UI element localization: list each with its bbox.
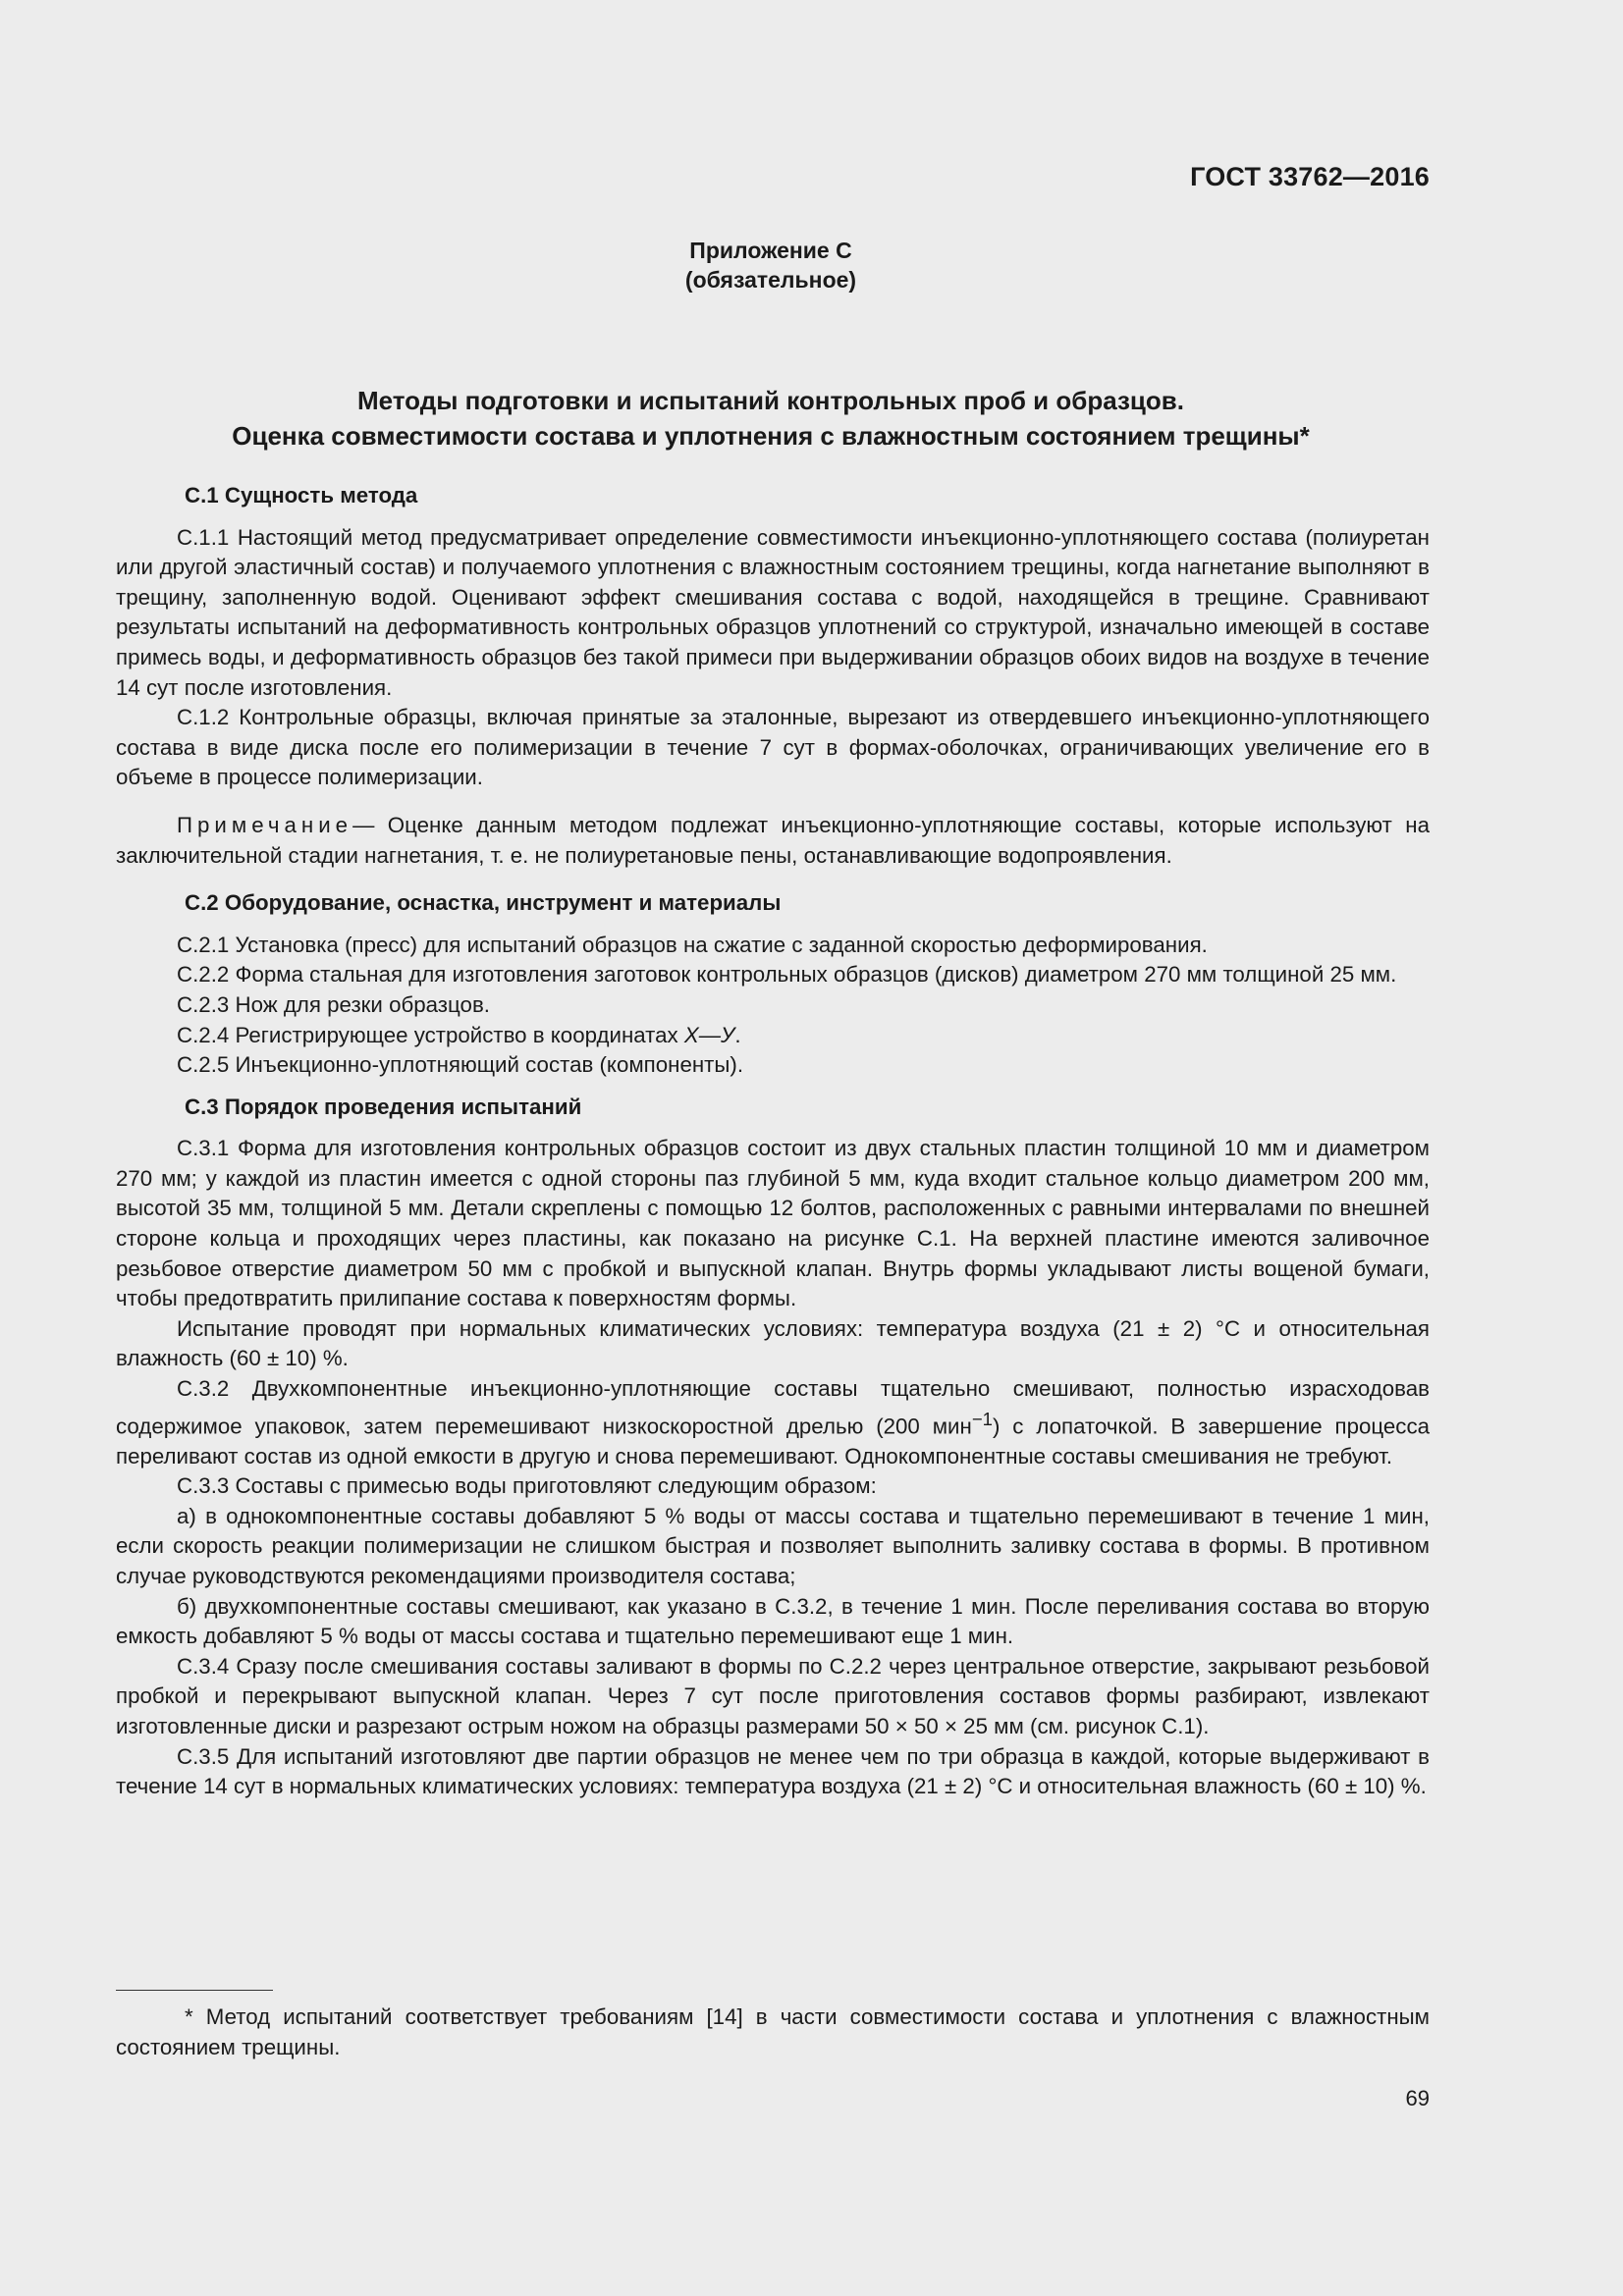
footnote-text: * Метод испытаний соответствует требованиям [14] в части совместимости состава и уплотнения с влажностным состоянием трещины. <box>116 2004 1430 2059</box>
standard-code: ГОСТ 33762—2016 <box>1190 162 1430 191</box>
paragraph-c3-5: С.3.5 Для испытаний изготовляют две партии образцов не менее чем по три образца в каждой, которые выдерживают в течение 14 сут в нормальных климатических условиях: температура воздуха (21 ± 2) °С и относительная влажность (60 ± 10) %. <box>116 1743 1430 1799</box>
appendix-label: Приложение С <box>689 238 852 263</box>
section-heading-c3: С.3 Порядок проведения испытаний <box>185 1094 582 1119</box>
list-item-b: б) двухкомпонентные составы смешивают, как указано в С.3.2, в течение 1 мин. После переливания состава во вторую емкость добавляют 5 % воды от массы состава и тщательно перемешивают еще 1 мин. <box>116 1593 1430 1649</box>
paragraph-c2-2: С.2.2 Форма стальная для изготовления заготовок контрольных образцов (дисков) диаметром 270 мм толщиной 25 мм. <box>177 962 1397 988</box>
appendix-status: (обязательное) <box>684 267 857 293</box>
paragraph-c3-2-text: С.3.2 Двухкомпонентные инъекционно-уплотняющие составы тщательно смешивают, полностью израсходовав содержимое упаковок, затем перемешивают низкоскоростной дрелью (200 мин <box>116 1376 1430 1439</box>
title-line-1: Методы подготовки и испытаний контрольных проб и образцов. <box>357 386 1184 415</box>
footnote <box>116 2002 1430 2062</box>
exponent: −1 <box>971 1408 993 1429</box>
paragraph-c2-4-end: . <box>734 1022 741 1047</box>
paragraph-c2-5: С.2.5 Инъекционно-уплотняющий состав (компоненты). <box>177 1052 744 1078</box>
paragraph-c3-2 <box>116 1374 1430 1471</box>
paragraph-c1-1: С.1.1 Настоящий метод предусматривает определение совместимости инъекционно-уплотняющего состава (полиуретан или другой эластичный состав) и получаемого уплотнения с влажностным состоянием трещины, когда нагнетание выполняют в трещину, заполненную водой. Оценивают эффект смешивания состава с водой, находящейся в трещине. Сравнивают результаты испытаний на деформативность контрольных образцов уплотнений со структурой, изначально имеющей в составе примесь воды, и деформативность образцов без такой примеси при выдерживании образцов обоих видов на воздухе в течение 14 сут после изготовления. <box>116 524 1430 700</box>
list-item-a: а) в однокомпонентные составы добавляют 5 % воды от массы состава и тщательно перемешивают в течение 1 мин, если скорость реакции полимеризации не слишком быстрая и позволяет выполнить заливку состава в формы. В противном случае руководствуются рекомендациями производителя состава; <box>116 1503 1430 1589</box>
paragraph-c3-2-rest: ) с лопаточкой. В завершение процесса переливают состав из одной емкости в другую и снова перемешивают. Однокомпонентные составы смешивания не требуют. <box>116 1414 1431 1468</box>
note-text: — Оценке данным методом подлежат инъекционно-уплотняющие составы, которые используют на заключительной стадии нагнетания, т. е. не полиуретановые пены, останавливающие водопроявления. <box>116 812 1430 868</box>
title-line-2: Оценка совместимости состава и уплотнения с влажностным состоянием трещины* <box>232 421 1310 451</box>
document-title <box>0 383 1542 454</box>
paragraph-c2-1: С.2.1 Установка (пресс) для испытаний образцов на сжатие с заданной скоростью деформирования. <box>177 932 1208 957</box>
coordinates-label: Х—У <box>683 1022 735 1047</box>
paragraph-c2-4 <box>116 1021 1430 1051</box>
paragraph-c3-3: С.3.3 Составы с примесью воды приготовляют следующим образом: <box>177 1473 877 1499</box>
section-heading-c1: С.1 Сущность метода <box>185 483 418 507</box>
paragraph-c3-4: С.3.4 Сразу после смешивания составы заливают в формы по С.2.2 через центральное отверстие, закрывают резьбовой пробкой и перекрывают выпускной клапан. Через 7 сут после приготовления составов формы разбирают, извлекают изготовленные диски и разрезают острым ножом на образцы размерами 50 × 50 × 25 мм (см. рисунок С.1). <box>116 1653 1430 1738</box>
paragraph-c3-1b: Испытание проводят при нормальных климатических условиях: температура воздуха (21 ± 2) °С и относительная влажность (60 ± 10) %. <box>116 1315 1430 1371</box>
appendix-heading <box>0 236 1542 294</box>
paragraph-c1-2: С.1.2 Контрольные образцы, включая принятые за эталонные, вырезают из отвердевшего инъекционно-уплотняющего состава в виде диска после его полимеризации в течение 7 сут в формах-оболочках, ограничивающих увеличение его в объеме в процессе полимеризации. <box>116 705 1430 790</box>
section-heading-c2: С.2 Оборудование, оснастка, инструмент и материалы <box>185 890 782 916</box>
paragraph-c2-3: С.2.3 Нож для резки образцов. <box>177 991 490 1017</box>
note-paragraph <box>116 811 1430 871</box>
paragraph-c3-1: С.3.1 Форма для изготовления контрольных образцов состоит из двух стальных пластин толщиной 10 мм и диаметром 270 мм; у каждой из пластин имеется с одной стороны паз глубиной 5 мм, куда входит стальное кольцо диаметром 200 мм, высотой 35 мм, толщиной 5 мм. Детали скреплены с помощью 12 болтов, расположенных с равными интервалами по внешней стороне кольца и проходящих через пластины, как показано на рисунке С.1. На верхней пластине имеются заливочное резьбовое отверстие диаметром 50 мм с пробкой и выпускной клапан. Внутрь формы укладывают листы вощеной бумаги, чтобы предотвратить прилипание состава к поверхностям формы. <box>116 1136 1430 1311</box>
page-number: 69 <box>1405 2086 1430 2110</box>
paragraph-c2-4-text: С.2.4 Регистрирующее устройство в координатах <box>177 1022 684 1047</box>
footnote-divider <box>116 1990 273 1991</box>
document-body <box>116 481 1430 1802</box>
note-label: Примечание <box>177 812 353 837</box>
